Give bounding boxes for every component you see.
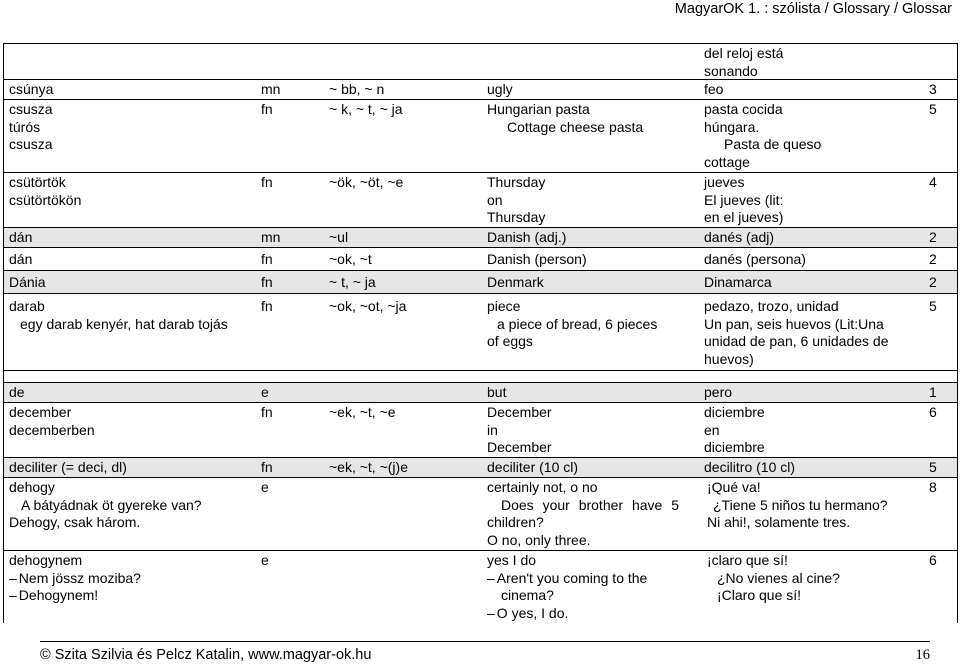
table-row: [4, 383, 957, 403]
forms-cell: ~ bb, ~ n: [329, 81, 385, 97]
unit-cell: 3: [929, 81, 937, 97]
hungarian-cell: darab egy darab kenyér, hat darab tojás: [9, 298, 228, 332]
spanish-cell: Dinamarca: [704, 274, 772, 290]
unit-cell: 4: [929, 174, 937, 190]
forms-cell: ~ok, ~t: [329, 251, 372, 267]
hungarian-cell: december decemberben: [9, 404, 95, 438]
english-cell: deciliter (10 cl): [487, 459, 579, 475]
pos-cell: fn: [261, 459, 273, 475]
unit-cell: 2: [929, 274, 937, 290]
hungarian-cell: dehogy A bátyádnak öt gyereke van? Dehogy, csak három.: [9, 479, 202, 530]
spanish-cell: pedazo, trozo, unidad Un pan, seis huevos (Lit:Una unidad de pan, 6 unidades de huevos): [704, 298, 889, 367]
spanish-cell: feo: [704, 81, 724, 97]
unit-cell: 5: [929, 101, 937, 117]
spanish-cell: danés (adj): [704, 229, 775, 245]
forms-cell: ~ul: [329, 229, 349, 245]
table-row: [4, 100, 957, 173]
hungarian-cell: dán: [9, 251, 33, 267]
table-row: [4, 294, 957, 371]
hungarian-cell: dehogynem – Nem jössz moziba? – Dehogynem!: [9, 552, 141, 605]
pos-cell: e: [261, 552, 269, 568]
pos-cell: e: [261, 384, 269, 400]
unit-cell: 8: [929, 479, 937, 495]
english-cell: yes I do – Aren't you coming to the cinema? – O yes, I do.: [487, 552, 647, 622]
unit-cell: 1: [929, 384, 937, 400]
pos-cell: mn: [261, 229, 281, 245]
hungarian-cell: Dánia: [9, 274, 46, 290]
table-row: [4, 403, 957, 458]
table-row: [4, 228, 957, 248]
unit-cell: 5: [929, 298, 937, 314]
spanish-cell: jueves El jueves (lit: en el jueves): [704, 174, 784, 225]
hungarian-cell: de: [9, 384, 25, 400]
spanish-cell: ¡claro que sí! ¿No vienes al cine? ¡Claro que sí!: [707, 552, 840, 603]
english-cell: Hungarian pasta Cottage cheese pasta: [487, 101, 644, 135]
table-row: [4, 478, 957, 551]
table-row: [4, 551, 957, 623]
table-spacer: [4, 371, 957, 383]
hungarian-cell: csütörtök csütörtökön: [9, 174, 82, 208]
english-cell: ugly: [487, 81, 513, 97]
unit-cell: 2: [929, 229, 937, 245]
spanish-cell: ¡Qué va! ¿Tiene 5 niños tu hermano? Ni ahi!, solamente tres.: [707, 479, 888, 530]
forms-cell: ~ t, ~ ja: [329, 274, 376, 290]
pos-cell: fn: [261, 251, 273, 267]
english-cell: but: [487, 384, 507, 400]
english-cell: Thursday on Thursday: [487, 174, 546, 225]
unit-cell: 6: [929, 404, 937, 420]
table-row: [4, 173, 957, 228]
forms-cell: ~ek, ~t, ~e: [329, 404, 396, 420]
spanish-cell: del reloj está sonando: [704, 45, 784, 79]
forms-cell: ~ok, ~ot, ~ja: [329, 298, 407, 314]
table-row: [4, 271, 957, 294]
hungarian-cell: csusza túrós csusza: [9, 101, 53, 152]
spanish-cell: danés (persona): [704, 251, 806, 267]
pos-cell: e: [261, 479, 269, 495]
unit-cell: 6: [929, 552, 937, 568]
glossary-table: [3, 43, 958, 623]
spanish-cell: decilitro (10 cl): [704, 459, 796, 475]
table-row: [4, 458, 957, 478]
english-cell: Denmark: [487, 274, 544, 290]
spanish-cell: diciembre en diciembre: [704, 404, 765, 455]
unit-cell: 5: [929, 459, 937, 475]
page-footer: [40, 641, 930, 664]
forms-cell: ~ök, ~öt, ~e: [329, 174, 404, 190]
spanish-cell: pasta cocida húngara. Pasta de queso cottage: [704, 101, 822, 170]
english-cell: piece a piece of bread, 6 pieces of eggs: [487, 298, 658, 349]
table-row: [4, 44, 957, 80]
pos-cell: fn: [261, 274, 273, 290]
page-number: 16: [915, 647, 930, 663]
forms-cell: ~ek, ~t, ~(j)e: [329, 459, 408, 475]
page-header: MagyarOK 1. : szólista / Glossary / Glossar: [674, 1, 952, 17]
hungarian-cell: deciliter (= deci, dl): [9, 459, 127, 475]
english-cell: certainly not, o no Does your brother have 5 children? O no, only three.: [487, 479, 679, 548]
pos-cell: fn: [261, 174, 273, 190]
english-cell: December in December: [487, 404, 552, 455]
hungarian-cell: csúnya: [9, 81, 54, 97]
copyright-text: © Szita Szilvia és Pelcz Katalin, www.magyar-ok.hu: [40, 647, 372, 663]
unit-cell: 2: [929, 251, 937, 267]
spanish-cell: pero: [704, 384, 733, 400]
english-cell: Danish (adj.): [487, 229, 567, 245]
pos-cell: mn: [261, 81, 281, 97]
pos-cell: fn: [261, 404, 273, 420]
english-cell: Danish (person): [487, 251, 587, 267]
pos-cell: fn: [261, 101, 273, 117]
hungarian-cell: dán: [9, 229, 33, 245]
table-row: [4, 80, 957, 100]
table-row: [4, 248, 957, 271]
forms-cell: ~ k, ~ t, ~ ja: [329, 101, 403, 117]
pos-cell: fn: [261, 298, 273, 314]
